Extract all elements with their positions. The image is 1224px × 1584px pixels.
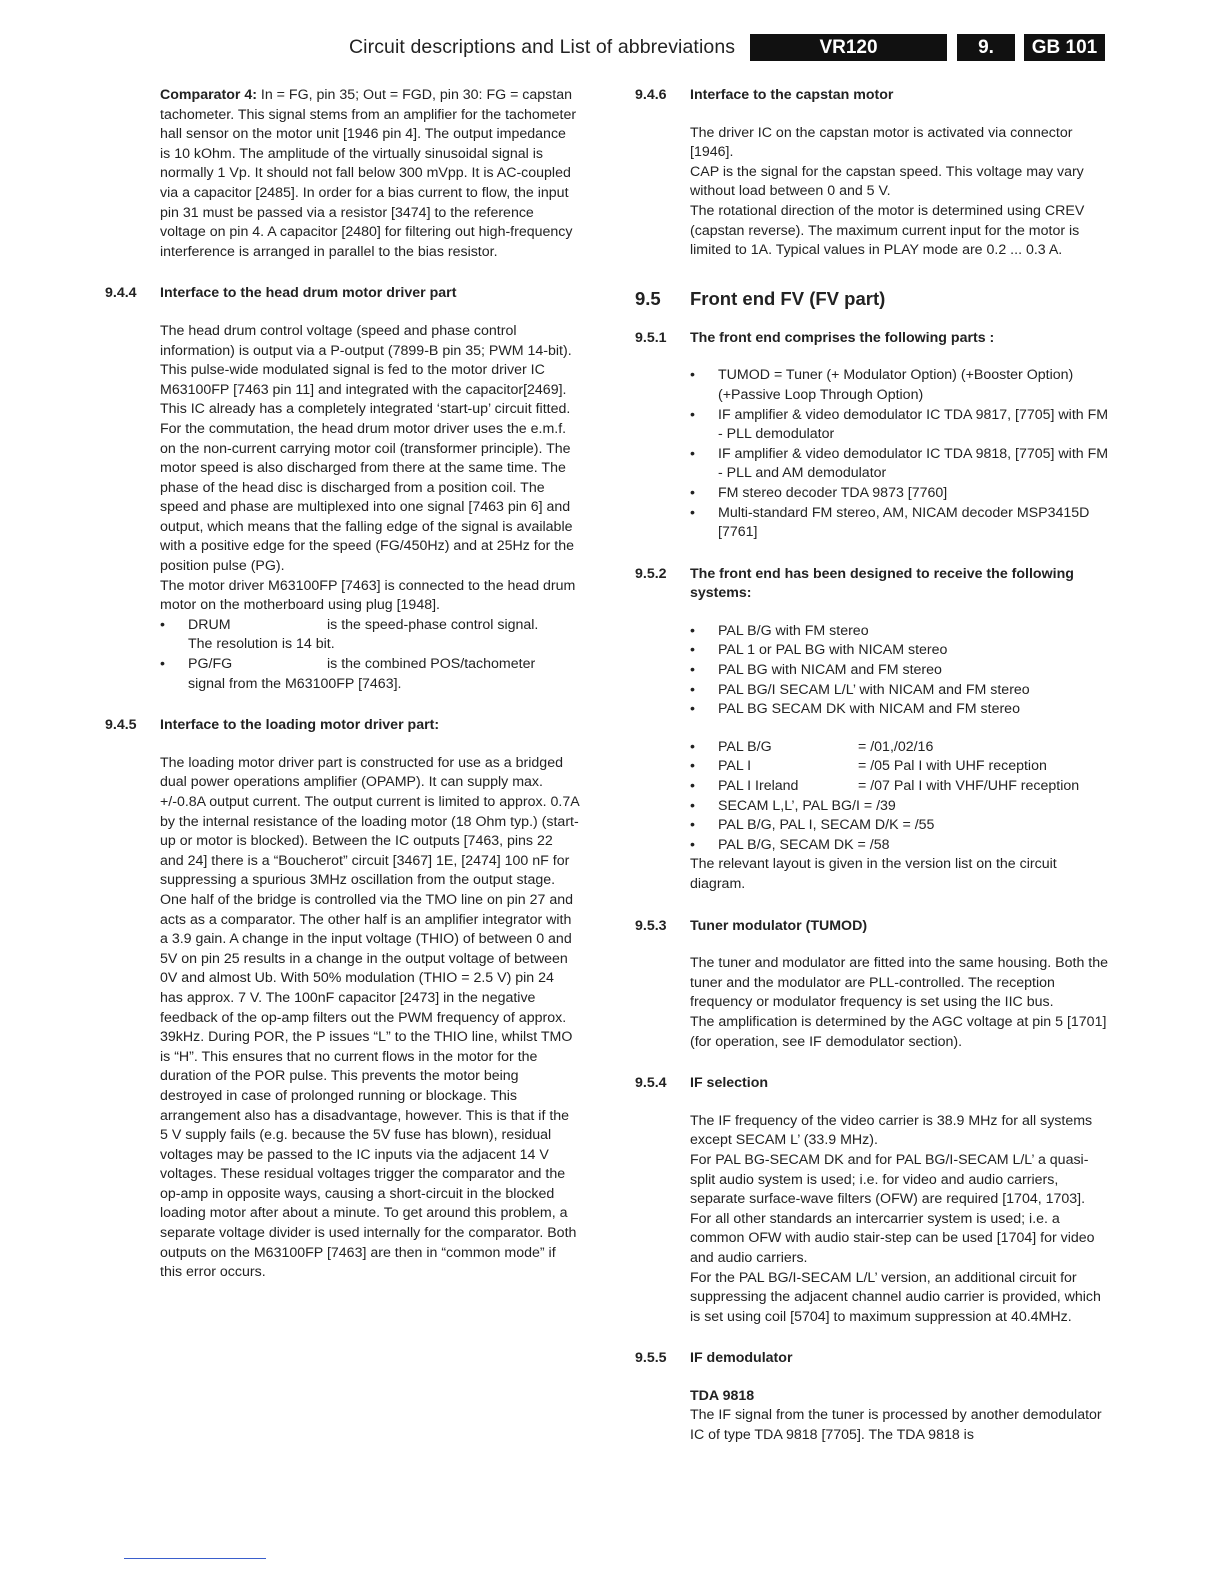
section-title: The front end has been designed to receive the following systems:	[690, 565, 1074, 602]
list-item: • IF amplifier & video demodulator IC TDA 9818, [7705] with FM - PLL and AM demodulator	[690, 445, 1110, 484]
term-description-cont: The resolution is 14 bit.	[188, 636, 335, 653]
bullet-list	[690, 622, 1110, 720]
list-item	[690, 816, 1110, 836]
section-title: Front end FV (FV part)	[690, 287, 886, 309]
list-item: • PAL B/G with FM stereo	[690, 622, 1110, 642]
paragraph: The loading motor driver part is constructed for use as a bridged dual power operations amplifier (OPAMP). It can supply max. +/-0.8A output current. The output current is limited to approx. 0.7A by the internal resistance of the loading motor (18 Ohm typ.) (start-up or motor is blocked). Between the IC outputs [7463, pins 22 and 24] there is a “Boucherot” circuit [3467] 1E, [2474] 100 nF for suppressing a spurious 3MHz oscillation from the output stage. One half of the bridge is controlled via the TMO line on pin 27 and acts as a comparator. The other half is an amplifier integrator with a 3.9 gain. A change in the input voltage (THIO) of between 0 and 5V on pin 25 results in a change in the output voltage of between 0V and almost Ub. With 50% modulation (THIO = 2.5 V) pin 24 has approx. 7 V. The 100nF capacitor [2473] in the negative feedback of the op-amp filters out the PWM frequency of approx. 39kHz. During POR, the P issues “L” to the THIO line, whilst TMO is “H”. This ensures that no current flows in the motor for the duration of the POR pulse. This prevents the motor being destroyed in case of prolonged running or blockage. This arrangement also has a disadvantage, however. This is that if the 5 V supply fails (e.g. because the 5V fuse has blown), residual voltages may be passed to the IC inputs via the adjacent 14 V voltages. These residual voltages trigger the comparator and the op-amp in opposite ways, causing a short-circuit in the blocked loading motor after about a minute. To get around this problem, a separate voltage divider is used internally for the comparator. Both outputs on the M63100FP [7463] are then in “common mode” if this error occurs.	[160, 754, 579, 1281]
chapter-heading	[635, 287, 1110, 311]
comparator-text: In = FG, pin 35; Out = FGD, pin 30: FG = capstan tachometer. This signal stems from an amplifier for the tachometer hall sensor on the motor unit [1946 pin 4]. The output impedance is 10 kOhm. The amplitude of the virtually sinusoidal signal is normally 1 Vp. It should not fall below 300 mVpp. It is AC-coupled via a capacitor [2485]. In order for a bias current to flow, the input pin 31 must be passed via a resistor [3474] to the reference voltage on pin 4. A capacitor [2480] for filtering out high-frequency interference is arranged in parallel to the bias resistor.	[160, 87, 577, 260]
section-heading	[635, 1074, 1110, 1094]
version-name: PAL B/G, PAL I, SECAM D/K = /55	[718, 817, 935, 834]
list-item: • Multi-standard FM stereo, AM, NICAM decoder MSP3415D [7761]	[690, 504, 1110, 543]
right-column	[635, 86, 1110, 1446]
term-description: is the combined POS/tachometer	[327, 656, 536, 673]
section-heading	[635, 86, 1110, 106]
chapter-badge: 9.	[957, 34, 1015, 61]
version-name: PAL I	[718, 758, 752, 775]
comparator-label: Comparator 4:	[160, 87, 257, 103]
section-number: 9.5.2	[635, 565, 667, 582]
paragraph: The amplification is determined by the AGC voltage at pin 5 [1701] (for operation, see IF demodulator section).	[690, 1013, 1107, 1050]
section-number: 9.5.3	[635, 917, 667, 934]
paragraph: The head drum control voltage (speed and phase control information) is output via a P-output (7899-B pin 35; PWM 14-bit). This pulse-wide modulated signal is fed to the motor driver IC M63100FP [7463 pin 11] and integrated with the capacitor[2469]. This IC already has a completely integrated ‘start-up’ circuit fitted. For the commutation, the head drum motor driver uses the e.m.f. on the non-current carrying motor coil (transformer principle). The motor speed is also discharged from there at the same time. The phase of the head disc is discharged from a position coil. The speed and phase are multiplexed into one signal [7463 pin 6] and output, which means that the falling edge of the signal is available with a positive edge for the speed (FG/450Hz) and at 25Hz for the position pulse (PG).	[160, 322, 575, 575]
section-title: Interface to the loading motor driver part:	[160, 717, 440, 734]
section-number: 9.4.4	[105, 285, 137, 302]
bullet-list	[690, 366, 1110, 542]
section-9-4-4	[105, 284, 580, 694]
footer-divider	[124, 1558, 266, 1559]
list-item: • IF amplifier & video demodulator IC TDA 9817, [7705] with FM - PLL demodulator	[690, 406, 1110, 445]
paragraph: For the PAL BG/I-SECAM L/L’ version, an additional circuit for suppressing the adjacent channel audio carrier is provided, which is set using coil [5704] to maximum suppression at 40.4MHz.	[690, 1269, 1101, 1325]
list-item: • TUMOD = Tuner (+ Modulator Option) (+Booster Option) (+Passive Loop Through Option)	[690, 366, 1110, 405]
section-title: IF demodulator	[690, 1350, 793, 1367]
term: DRUM	[188, 616, 231, 633]
list-item: • PAL BG with NICAM and FM stereo	[690, 661, 1110, 681]
version-code: = /05 Pal I with UHF reception	[858, 758, 1047, 775]
term-description-cont: signal from the M63100FP [7463].	[188, 675, 402, 692]
section-9-4-6	[635, 86, 1110, 261]
paragraph: The IF signal from the tuner is processed by another demodulator IC of type TDA 9818 [7705]. The TDA 9818 is	[690, 1407, 1102, 1444]
section-title: Tuner modulator (TUMOD)	[690, 917, 868, 934]
list-item: • PAL 1 or PAL BG with NICAM stereo	[690, 641, 1110, 661]
section-9-5-2	[635, 565, 1110, 895]
list-item: • FM stereo decoder TDA 9873 [7760]	[690, 484, 1110, 504]
section-9-5-4	[635, 1074, 1110, 1327]
list-item	[690, 738, 1110, 758]
section-number: 9.5	[635, 287, 661, 309]
comparator-paragraph	[160, 86, 580, 262]
list-item	[690, 757, 1110, 777]
section-title: IF selection	[690, 1075, 769, 1092]
page-number-badge: GB 101	[1024, 34, 1105, 61]
section-heading	[635, 329, 1110, 349]
paragraph: The relevant layout is given in the version list on the circuit diagram.	[690, 856, 1057, 892]
paragraph: The IF frequency of the video carrier is 38.9 MHz for all systems except SECAM L’ (33.9 MHz).	[690, 1112, 1093, 1149]
term-description: is the speed-phase control signal.	[327, 616, 539, 633]
section-9-5-5	[635, 1349, 1110, 1445]
paragraph: For PAL BG-SECAM DK and for PAL BG/I-SECAM L/L’ a quasi-split audio system is used; i.e. for video and audio carriers, separate surface-wave filters (OFW) are required [1704, 1703]. For all other standards an intercarrier system is used; i.e. a common OFW with audio stair-step can be used [1704] for video and audio carriers.	[690, 1151, 1095, 1266]
list-item	[690, 777, 1110, 797]
section-9-5-1	[635, 329, 1110, 543]
paragraph: The rotational direction of the motor is determined using CREV (capstan reverse). The maximum current input for the motor is limited to 1A. Typical values in PLAY mode are 0.2 ... 0.3 A.	[690, 202, 1085, 259]
list-item	[690, 797, 1110, 817]
section-heading	[635, 1349, 1110, 1369]
section-9-4-5	[105, 716, 580, 1283]
section-heading	[635, 565, 1110, 604]
list-item	[160, 655, 580, 694]
version-name: PAL B/G, SECAM DK = /58	[718, 836, 890, 853]
version-code: = /01,/02/16	[858, 738, 934, 755]
list-item	[160, 616, 580, 655]
section-9-5-3	[635, 917, 1110, 1053]
version-name: PAL B/G	[718, 738, 772, 755]
version-name: SECAM L,L’, PAL BG/I = /39	[718, 797, 896, 814]
term: PG/FG	[188, 656, 233, 673]
version-list	[690, 738, 1110, 856]
page-header	[0, 34, 1224, 64]
bullet-list	[160, 616, 580, 694]
section-number: 9.4.5	[105, 717, 137, 734]
section-heading	[105, 284, 580, 304]
section-heading	[105, 716, 580, 736]
paragraph: The motor driver M63100FP [7463] is connected to the head drum motor on the motherboard using plug [1948].	[160, 577, 576, 614]
section-number: 9.5.4	[635, 1075, 667, 1092]
list-item	[690, 836, 1110, 856]
section-number: 9.5.1	[635, 329, 667, 346]
section-heading	[635, 917, 1110, 937]
section-title: Interface to the head drum motor driver part	[160, 285, 457, 302]
list-item: • PAL BG SECAM DK with NICAM and FM stereo	[690, 700, 1110, 720]
list-item: • PAL BG/I SECAM L/L’ with NICAM and FM stereo	[690, 681, 1110, 701]
section-number: 9.5.5	[635, 1350, 667, 1367]
paragraph: The tuner and modulator are fitted into the same housing. Both the tuner and the modulator are PLL-controlled. The reception frequency or modulator frequency is set using the IIC bus.	[690, 955, 1109, 1011]
section-number: 9.4.6	[635, 87, 667, 103]
left-column	[105, 86, 580, 1283]
header-title: Circuit descriptions and List of abbreviations	[349, 36, 736, 58]
paragraph: The driver IC on the capstan motor is activated via connector [1946].	[690, 124, 1073, 161]
paragraph: CAP is the signal for the capstan speed. This voltage may vary without load between 0 and 5 V.	[690, 163, 1084, 200]
section-title: Interface to the capstan motor	[690, 87, 894, 103]
section-title: The front end comprises the following parts :	[690, 329, 995, 346]
subheading	[690, 1387, 1110, 1407]
version-name: PAL I Ireland	[718, 778, 799, 795]
version-code: = /07 Pal I with VHF/UHF reception	[858, 778, 1080, 795]
section-9-5	[635, 287, 1110, 311]
model-badge: VR120	[750, 34, 947, 61]
subheading-text: TDA 9818	[690, 1387, 755, 1404]
